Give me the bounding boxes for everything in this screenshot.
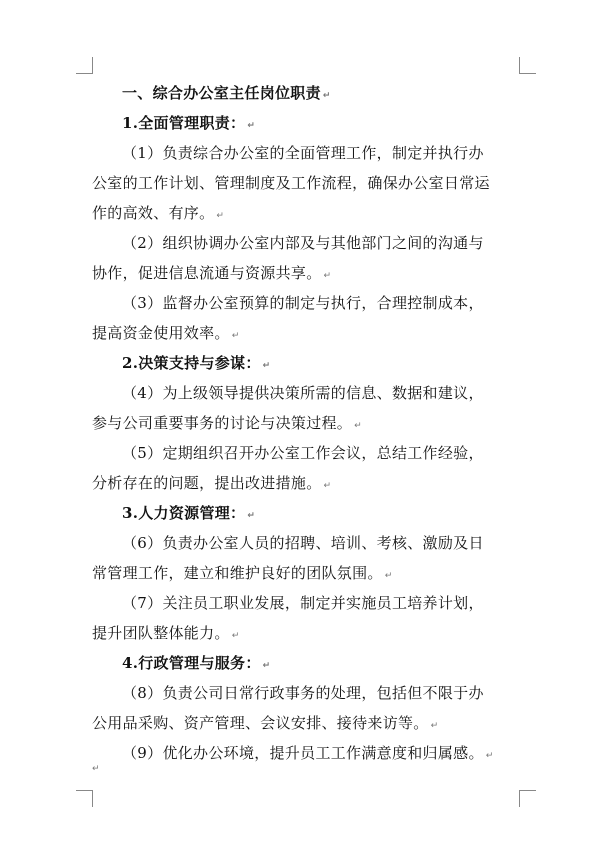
paragraph-line: 分析存在的问题，提出改进措施。 ↵ bbox=[92, 474, 332, 492]
paragraph-line: （7）关注员工职业发展，制定并实施员工培养计划， bbox=[122, 594, 484, 612]
paragraph-mark-icon: ↵ bbox=[322, 91, 331, 101]
paragraph-line: 公用品采购、资产管理、会议安排、接待来访等。 ↵ bbox=[92, 714, 439, 732]
paragraph-mark-icon: ↵ bbox=[216, 211, 225, 221]
paragraph-mark-icon: ↵ bbox=[231, 631, 240, 641]
paragraph-mark-icon: ↵ bbox=[430, 721, 439, 731]
section-heading: 4.行政管理与服务： ↵ bbox=[122, 654, 271, 672]
paragraph-mark-icon: ↵ bbox=[384, 571, 393, 581]
paragraph-mark-icon: ↵ bbox=[231, 331, 240, 341]
paragraph-line: 提升团队整体能力。 ↵ bbox=[92, 624, 240, 642]
document-title: 一、综合办公室主任岗位职责 ↵ bbox=[122, 84, 331, 102]
paragraph-mark-icon: ↵ bbox=[354, 421, 362, 431]
paragraph-line: 协作，促进信息流通与资源共享。 ↵ bbox=[92, 264, 332, 282]
paragraph-mark-icon: ↵ bbox=[262, 361, 271, 371]
paragraph-mark-icon: ↵ bbox=[262, 661, 271, 671]
paragraph-line: 提高资金使用效率。 ↵ bbox=[92, 324, 240, 342]
paragraph-line: （1）负责综合办公室的全面管理工作，制定并执行办 bbox=[122, 144, 484, 162]
document-body[interactable] bbox=[92, 78, 520, 768]
paragraph-line: （5）定期组织召开办公室工作会议，总结工作经验， bbox=[122, 444, 484, 462]
crop-mark-top-left bbox=[76, 57, 93, 74]
paragraph-line: （4）为上级领导提供决策所需的信息、数据和建议， bbox=[122, 384, 484, 402]
paragraph-mark-icon: ↵ bbox=[247, 121, 256, 131]
paragraph-line: （8）负责公司日常行政事务的处理，包括但不限于办 bbox=[122, 684, 484, 702]
crop-mark-bottom-right bbox=[519, 790, 536, 807]
paragraph-mark-icon: ↵ bbox=[92, 764, 100, 774]
paragraph-line: 常管理工作，建立和维护良好的团队氛围。 ↵ bbox=[92, 564, 393, 582]
section-heading: 2.决策支持与参谋： ↵ bbox=[122, 354, 271, 372]
paragraph-line: （6）负责办公室人员的招聘、培训、考核、激励及日 bbox=[122, 534, 484, 552]
paragraph-line: 参与公司重要事务的讨论与决策过程。 ↵ bbox=[92, 414, 362, 432]
crop-mark-bottom-left bbox=[76, 790, 93, 807]
paragraph-mark-icon: ↵ bbox=[485, 751, 494, 761]
paragraph-line: 公室的工作计划、管理制度及工作流程，确保办公室日常运 bbox=[92, 174, 490, 192]
paragraph-line: （9）优化办公环境，提升员工工作满意度和归属感。 ↵ bbox=[122, 744, 494, 762]
paragraph-line: （2）组织协调办公室内部及与其他部门之间的沟通与 bbox=[122, 234, 484, 252]
section-heading: 3.人力资源管理： ↵ bbox=[122, 504, 256, 522]
paragraph-line: 作的高效、有序。 ↵ bbox=[92, 204, 225, 222]
crop-mark-top-right bbox=[519, 57, 536, 74]
paragraph-mark-icon: ↵ bbox=[247, 511, 256, 521]
paragraph-line: （3）监督办公室预算的制定与执行，合理控制成本， bbox=[122, 294, 484, 312]
paragraph-mark-icon: ↵ bbox=[323, 481, 332, 491]
paragraph-mark-icon: ↵ bbox=[323, 271, 332, 281]
section-heading: 1.全面管理职责： ↵ bbox=[122, 114, 256, 132]
